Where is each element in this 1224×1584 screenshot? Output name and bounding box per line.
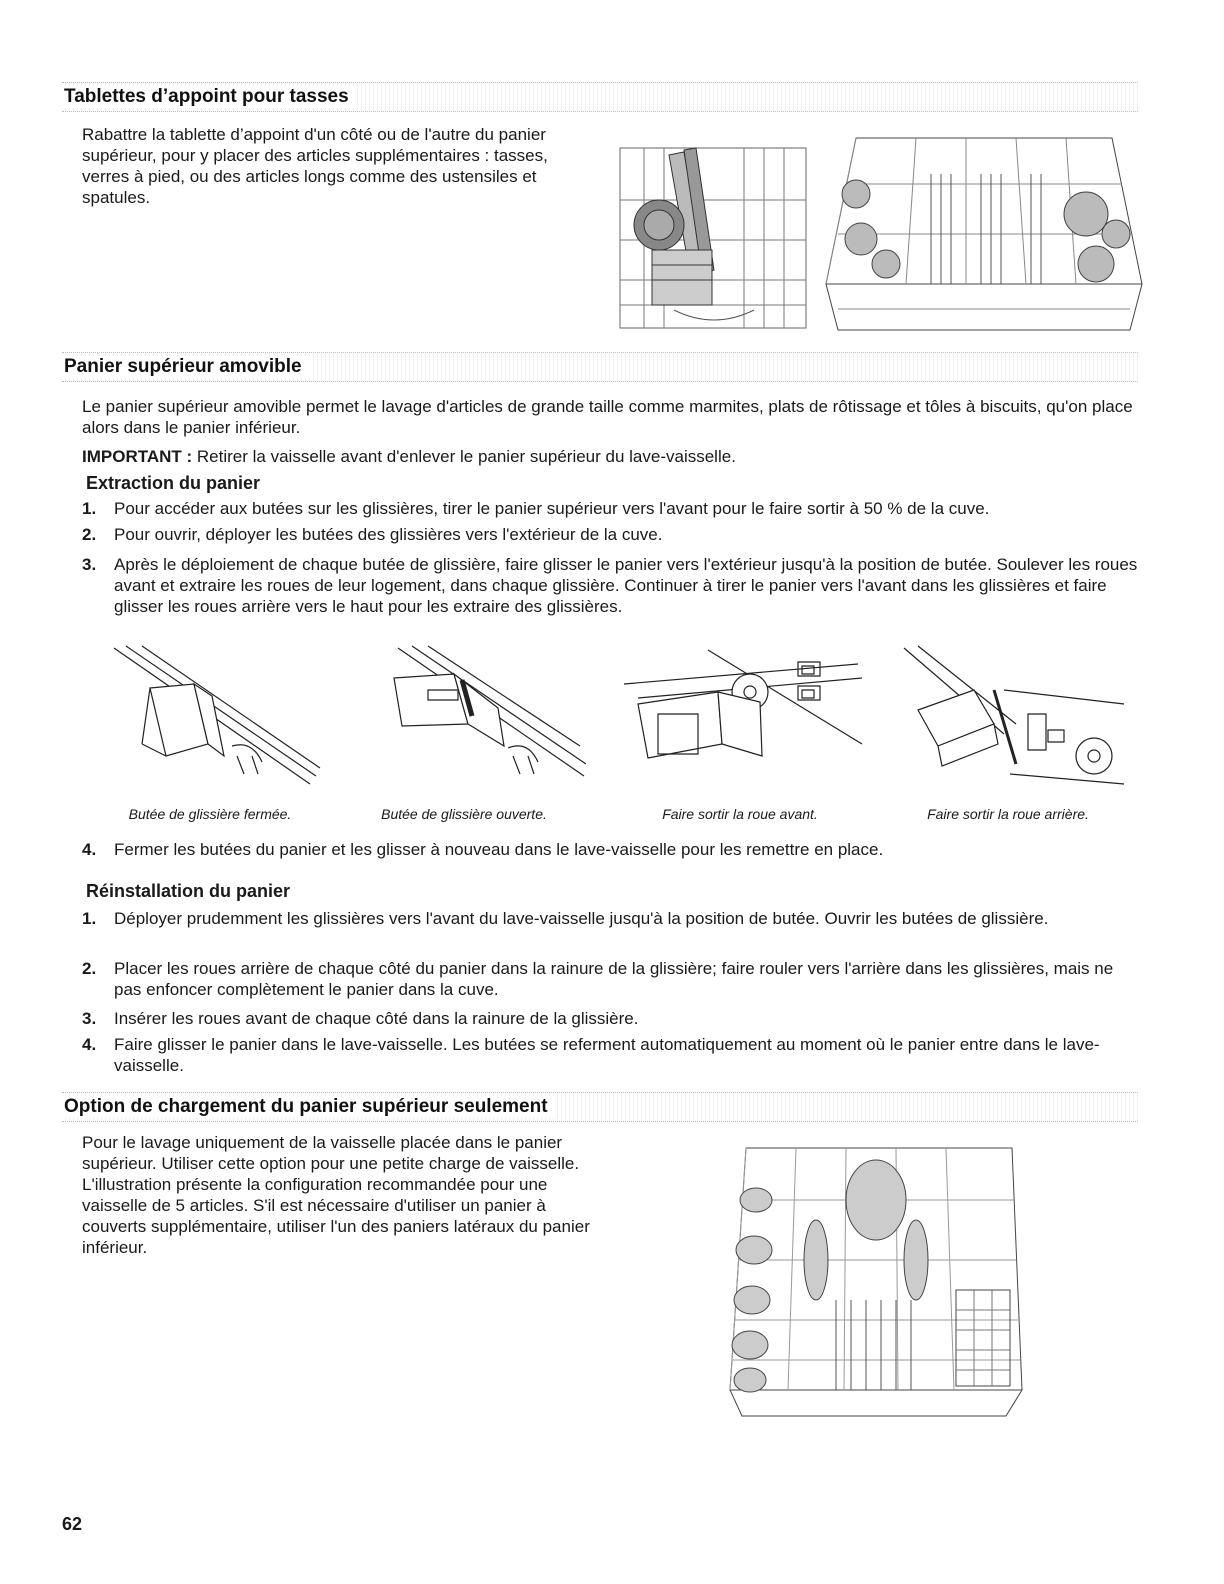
upper-rack-cup-shelves-illustration — [816, 134, 1146, 340]
rear-wheel-removal-illustration — [898, 644, 1128, 794]
option-body: Pour le lavage uniquement de la vaisselle placée dans le panier supérieur. Utiliser cette option pour une petite charge de vaisselle. L'illustration présente la configuration recommandée pour une vaisselle de 5 articles. S'il est nécessaire d'utiliser un panier à couverts supplémentaire, utiliser l'un des paniers latéraux du panier inférieur. — [82, 1133, 590, 1257]
reinstallation-step-1: 1. Déployer prudemment les glissières vers l'avant du lave-vaisselle jusqu'à la position de butée. Ouvrir les butées de glissière. — [82, 909, 1049, 928]
heading-text: Option de chargement du panier supérieur seulement — [64, 1096, 556, 1118]
front-wheel-removal-illustration — [618, 644, 868, 794]
section-heading-tablettes — [62, 82, 1138, 112]
important-text: Retirer la vaisselle avant d'enlever le panier supérieur du lave-vaisselle. — [192, 447, 736, 466]
caption-stop-closed: Butée de glissière fermée. — [128, 806, 292, 822]
extraction-heading: Extraction du panier — [86, 473, 261, 493]
panier-body: Le panier supérieur amovible permet le lavage d'articles de grande taille comme marmites, plats de rôtissage et tôles à biscuits, qu'on place alors dans le panier inférieur. — [82, 397, 1133, 437]
reinstallation-step-2: 2. Placer les roues arrière de chaque côté du panier dans la rainure de la glissière; faire rouler vers l'arrière dans les glissières, mais ne pas enfoncer complètement le panier dans la cuve. — [82, 959, 1114, 999]
reinstallation-step-3: 3. Insérer les roues avant de chaque côté dans la rainure de la glissière. — [82, 1009, 639, 1028]
important-label: IMPORTANT : — [82, 447, 193, 466]
extraction-step-1: 1. Pour accéder aux butées sur les glissières, tirer le panier supérieur vers l'avant pour le faire sortir à 50 % de la cuve. — [82, 499, 990, 518]
cup-shelf-side-illustration — [614, 140, 814, 340]
extraction-step-4: 4. Fermer les butées du panier et les glisser à nouveau dans le lave-vaisselle pour les remettre en place. — [82, 840, 884, 859]
slide-stop-open-illustration — [388, 644, 586, 784]
extraction-step-3: 3. Après le déploiement de chaque butée de glissière, faire glisser le panier vers l'extérieur jusqu'à la position de butée. Soulever les roues avant et extraire les roues de leur logement, dans chaque glissière. Continuer à tirer le panier vers l'avant dans les glissières et faire glisser les roues arrière vers le haut pour les extraire des glissières. — [82, 555, 1138, 616]
reinstallation-step-4: 4. Faire glisser le panier dans le lave-vaisselle. Les butées se referment automatiquement au moment où le panier entre dans le lave-vaisselle. — [82, 1035, 1100, 1075]
reinstallation-heading: Réinstallation du panier — [86, 881, 291, 901]
caption-rear-wheel: Faire sortir la roue arrière. — [927, 806, 1089, 822]
tablettes-body: Rabattre la tablette d’appoint d'un côté ou de l'autre du panier supérieur, pour y placer des articles supplémentaires : tasses, verres à pied, ou des articles longs comme des ustensiles et spatules. — [82, 125, 548, 207]
section-heading-option — [62, 1092, 1138, 1122]
heading-text: Tablettes d’appoint pour tasses — [64, 86, 357, 108]
caption-front-wheel: Faire sortir la roue avant. — [662, 806, 818, 822]
upper-rack-load-illustration — [716, 1140, 1032, 1420]
extraction-step-2: 2. Pour ouvrir, déployer les butées des glissières vers l'extérieur de la cuve. — [82, 525, 663, 544]
section-heading-panier — [62, 352, 1138, 382]
heading-text: Panier supérieur amovible — [64, 356, 310, 378]
page-number: 62 — [62, 1514, 83, 1534]
slide-stop-closed-illustration — [112, 644, 322, 800]
caption-stop-open: Butée de glissière ouverte. — [381, 806, 547, 822]
important-note — [82, 446, 1142, 467]
